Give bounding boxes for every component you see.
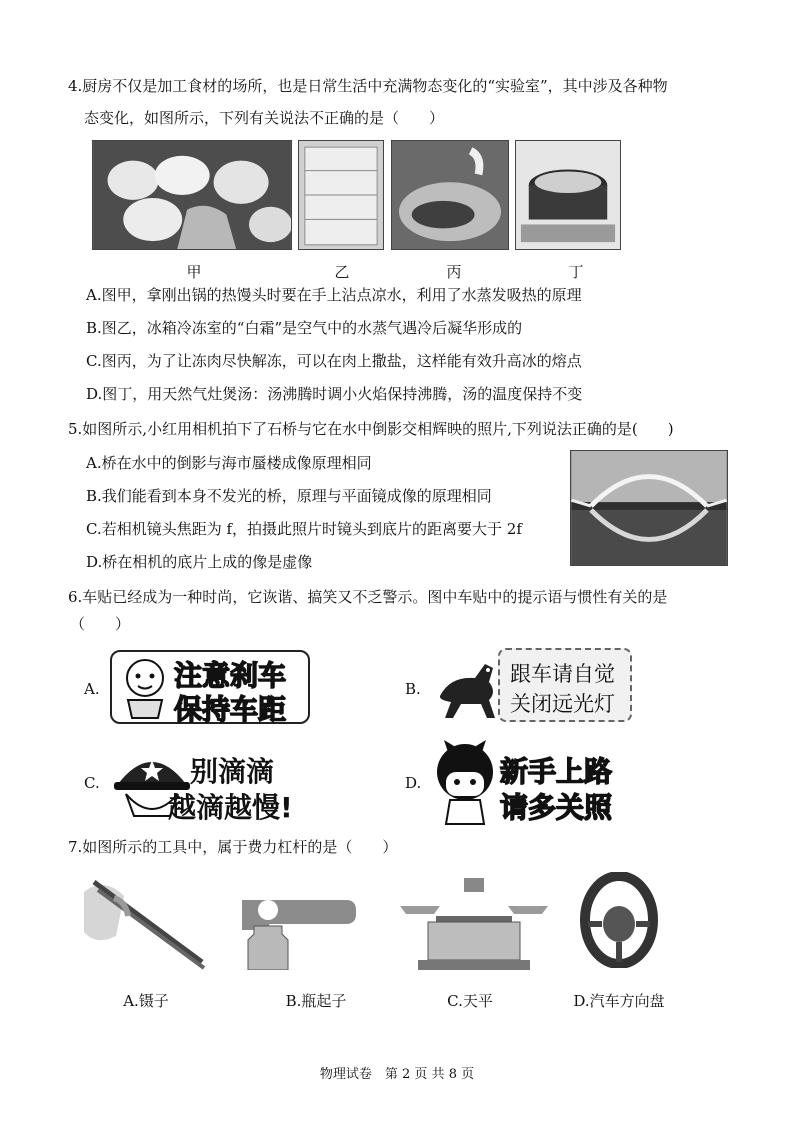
q6-letter-a: A. xyxy=(84,680,100,698)
q6-letter-d: D. xyxy=(405,774,422,792)
balance-scale-icon xyxy=(398,876,550,972)
q6-letter-c: C. xyxy=(84,774,100,792)
sticker-a-line2: 保持车距 xyxy=(174,693,287,726)
gas-stove-pot-photo xyxy=(515,140,621,250)
q5-option-b: B.我们能看到本身不发光的桥，原理与平面镜成像的原理相同 xyxy=(86,487,492,505)
q4-option-b: B.图乙，冰箱冷冻室的“白霜”是空气中的水蒸气遇冷后凝华形成的 xyxy=(86,319,523,337)
q4-stem-line2: 态变化，如图所示，下列有关说法不正确的是（ ） xyxy=(84,109,445,127)
q4-option-a: A.图甲，拿刚出锅的热馒头时要在手上沾点凉水，利用了水蒸发吸热的原理 xyxy=(86,286,582,304)
freezer-frost-photo xyxy=(298,140,384,250)
stone-bridge-reflection-photo xyxy=(570,450,728,566)
steamed-buns-photo xyxy=(92,140,292,250)
sticker-b xyxy=(498,648,632,722)
sticker-c-line1: 别滴滴 xyxy=(190,755,275,788)
q7-stem: 7.如图所示的工具中，属于费力杠杆的是（ ） xyxy=(68,838,398,856)
q7-label-d: D.汽车方向盘 xyxy=(573,992,665,1010)
sticker-c-line2: 越滴越慢! xyxy=(168,791,293,824)
sticker-b-line2: 关闭远光灯 xyxy=(510,692,615,716)
q6-letter-b: B. xyxy=(405,680,421,698)
q4-caption-jia: 甲 xyxy=(186,263,202,281)
bottle-opener-icon xyxy=(238,880,358,970)
q5-stem: 5.如图所示,小红用相机拍下了石桥与它在水中倒影交相辉映的照片,下列说法正确的是( ) xyxy=(68,420,674,438)
q7-label-c: C.天平 xyxy=(447,992,493,1010)
baby-icon xyxy=(116,656,174,720)
q6-stem-line2: （ ） xyxy=(70,615,131,633)
sticker-a xyxy=(110,650,310,724)
q7-label-a: A.镊子 xyxy=(123,992,169,1010)
q4-caption-ding: 丁 xyxy=(568,263,584,281)
page-footer: 物理试卷 第 2 页 共 8 页 xyxy=(319,1067,475,1082)
tweezers-icon xyxy=(84,872,208,976)
sticker-a-line1: 注意刹车 xyxy=(174,659,287,692)
frozen-meat-salt-photo xyxy=(391,140,509,250)
q5-option-c: C.若相机镜头焦距为 f，拍摄此照片时镜头到底片的距离要大于 2f xyxy=(86,520,522,538)
q4-stem-line1: 4.厨房不仅是加工食材的场所，也是日常生活中充满物态变化的“实验室”，其中涉及各种物 xyxy=(68,77,668,95)
q5-option-d: D.桥在相机的底片上成的像是虚像 xyxy=(86,553,313,571)
q4-caption-bing: 丙 xyxy=(446,263,462,281)
q4-option-d: D.图丁，用天然气灶煲汤：汤沸腾时调小火焰保持沸腾，汤的温度保持不变 xyxy=(86,385,583,403)
steering-wheel-icon xyxy=(580,872,658,968)
q4-caption-yi: 乙 xyxy=(334,263,350,281)
sticker-b-line1: 跟车请自觉 xyxy=(510,662,615,686)
q5-option-a: A.桥在水中的倒影与海市蜃楼成像原理相同 xyxy=(86,454,372,472)
q4-option-c: C.图丙，为了让冻肉尽快解冻，可以在肉上撒盐，这样能有效升高冰的熔点 xyxy=(86,352,582,370)
girl-icon xyxy=(432,738,498,828)
q7-label-b: B.瓶起子 xyxy=(285,992,347,1010)
q6-stem-line1: 6.车贴已经成为一种时尚，它诙谐、搞笑又不乏警示。图中车贴中的提示语与惯性有关的是 xyxy=(68,588,668,606)
sticker-d-line2: 请多关照 xyxy=(500,791,613,824)
sticker-d-line1: 新手上路 xyxy=(500,755,613,788)
